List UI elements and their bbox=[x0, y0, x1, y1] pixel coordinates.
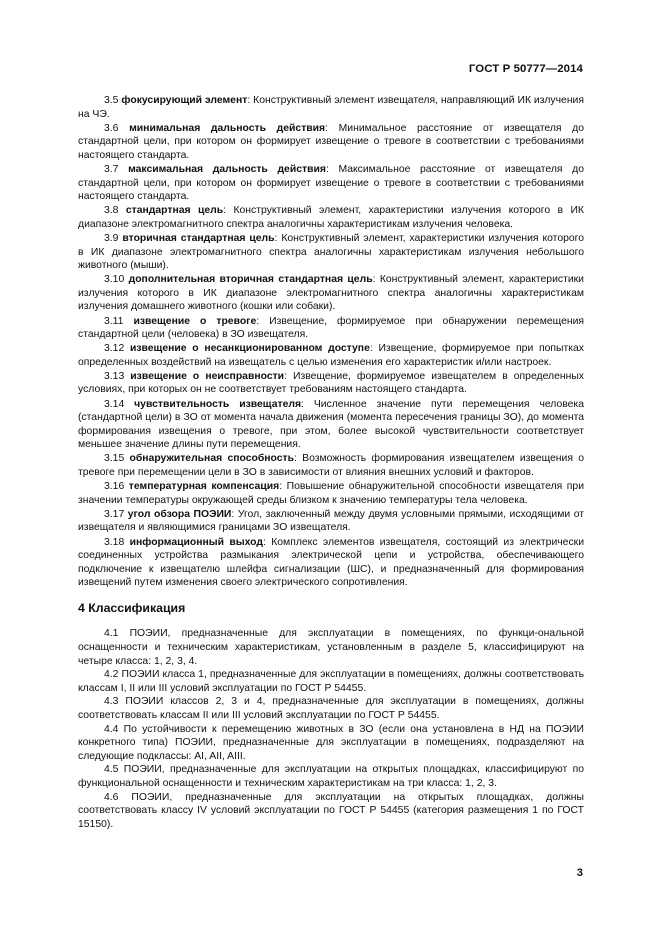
classification-clause: 4.1 ПОЭИИ, предназначенные для эксплуатации в помещениях, по функци-ональной оснащенности и техническим характеристикам, установленным в разделе 5, классифицируют на четыре класса: 1, 2, 3, 4. bbox=[78, 628, 584, 667]
term-definition: 3.13 извещение о неисправности: Извещение, формируемое извещателем в определенных условиях, при которых он не соответствует требованиям настоящего стандарта. bbox=[78, 370, 584, 396]
term-name: извещение о тревоге bbox=[133, 315, 257, 327]
term-text: Численное значение пути перемещения человека (стандартной цели) в ЗО от момента начала движения (момента пересечения границы ЗО), до момента формирования извещения о тревоге, при этом, более высокой чувствительности соответствует меньшее значение длины пути перемещения. bbox=[78, 398, 584, 451]
term-definition: 3.10 дополнительная вторичная стандартная цель: Конструктивный элемент, характеристики излучения которого в ИК диапазоне электромагнитного спектра аналогичны характеристикам излучения домашнего животного (кошки или собаки). bbox=[78, 274, 584, 313]
term-name: стандартная цель bbox=[125, 205, 224, 217]
term-text: Комплекс элементов извещателя, состоящий из электрически соединенных устройства размыкания электрической цепи и устройства, обеспечивающего подключение к извещателю шлейфа сигнализации (ШС), и предназначенный для формирования извещений путем изменения своего электрического сопротивления. bbox=[78, 536, 584, 589]
term-definition: 3.6 минимальная дальность действия: Минимальное расстояние от извещателя до стандартной цели, при котором он формирует извещение о тревоге в соответствии с требованиями настоящего стандарта. bbox=[78, 122, 584, 161]
term-name: извещение о несанкционированном доступе bbox=[129, 343, 370, 355]
term-number: 3.18 bbox=[104, 536, 125, 548]
term-definition: 3.9 вторичная стандартная цель: Конструктивный элемент, характеристики излучения которого в ИК диапазоне электромагнитного спектра аналогичны характеристикам излучения небольшого животного (мыши). bbox=[78, 232, 584, 272]
term-definition: 3.18 информационный выход: Комплекс элементов извещателя, состоящий из электрически соединенных устройства размыкания электрической цепи и устройства, обеспечивающего подключение к извещателю шлейфа сигнализации (ШС), и предназначенный для формирования извещений путем изменения своего электрического сопротивления. bbox=[78, 536, 584, 589]
term-number: 3.14 bbox=[104, 398, 125, 410]
term-number: 3.8 bbox=[104, 205, 119, 217]
term-definition: 3.12 извещение о несанкционированном доступе: Извещение, формируемое при попытках определенных воздействий на извещатель с целью изменения его характеристик и/или настроек. bbox=[78, 343, 584, 368]
term-text: Минимальное расстояние от извещателя до стандартной цели, при котором он формирует извещение о тревоге в соответствии с требованиями настоящего стандарта. bbox=[78, 122, 584, 161]
term-number: 3.5 bbox=[104, 95, 119, 106]
classification-clause: 4.2 ПОЭИИ класса 1, предназначенные для эксплуатации в помещениях, должны соответствовать классам I, II или III условий эксплуатации по ГОСТ Р 54455. bbox=[78, 669, 584, 694]
term-text: Повышение обнаружительной способности извещателя при значении температуры окружающей среды близком к значению температуры тела человека. bbox=[78, 481, 584, 506]
terms-list bbox=[78, 94, 584, 590]
term-text: Конструктивный элемент извещателя, направляющий ИК излучения на ЧЭ. bbox=[78, 95, 584, 120]
term-text: Максимальное расстояние от извещателя до стандартной цели, при котором он формирует извещение о тревоге в соответствии с требованиями настоящего стандарта. bbox=[78, 163, 584, 203]
term-number: 3.12 bbox=[104, 343, 125, 355]
term-number: 3.10 bbox=[104, 274, 125, 286]
term-name: максимальная дальность действия bbox=[128, 163, 326, 175]
term-number: 3.15 bbox=[104, 453, 125, 465]
term-definition: 3.14 чувствительность извещателя: Численное значение пути перемещения человека (стандартной цели) в ЗО от момента начала движения (момента пересечения границы ЗО), до момента формирования извещения о тревоге, при этом, более высокой чувствительности соответствует меньшее значение длины пути перемещения. bbox=[78, 398, 584, 451]
term-definition: 3.17 угол обзора ПОЭИИ: Угол, заключенный между двумя условными прямыми, исходящими от извещателя и являющимися границами ЗО извещателя. bbox=[78, 508, 584, 534]
term-number: 3.16 bbox=[104, 481, 125, 493]
term-text: Извещение, формируемое при обнаружении перемещения стандартной цели (человека) в ЗО извещателя. bbox=[78, 315, 585, 341]
term-text: Извещение, формируемое при попытках определенных воздействий на извещатель с целью изменения его характеристик и/или настроек. bbox=[78, 343, 584, 368]
document-header: ГОСТ Р 50777—2014 bbox=[468, 63, 583, 75]
classification-clause: 4.6 ПОЭИИ, предназначенные для эксплуатации на открытых площадках, должны соответствовать классу IV условий эксплуатации по ГОСТ Р 54455 (категория размещения 1 по ГОСТ 15150). bbox=[78, 791, 584, 830]
classification-clause: 4.5 ПОЭИИ, предназначенные для эксплуатации на открытых площадках, классифицируют по функциональной оснащенности и техническим характеристикам на три класса: 1, 2, 3. bbox=[78, 764, 584, 789]
term-name: дополнительная вторичная стандартная цель bbox=[128, 274, 373, 286]
term-number: 3.13 bbox=[104, 370, 125, 382]
term-number: 3.11 bbox=[104, 315, 124, 327]
term-definition: 3.5 фокусирующий элемент: Конструктивный элемент извещателя, направляющий ИК излучения на ЧЭ. bbox=[78, 95, 584, 120]
term-definition: 3.7 максимальная дальность действия: Максимальное расстояние от извещателя до стандартной цели, при котором он формирует извещение о тревоге в соответствии с требованиями настоящего стандарта. bbox=[78, 163, 584, 203]
term-name: вторичная стандартная цель bbox=[122, 232, 275, 244]
term-name: информационный выход bbox=[129, 536, 263, 548]
term-definition: 3.15 обнаружительная способность: Возможность формирования извещателем извещения о тревоге при перемещении цели в ЗО в зависимости от влияния внешних условий и факторов. bbox=[78, 453, 585, 479]
term-definition: 3.11 извещение о тревоге: Извещение, формируемое при обнаружении перемещения стандартной цели (человека) в ЗО извещателя. bbox=[78, 315, 585, 341]
term-name: минимальная дальность действия bbox=[129, 122, 326, 134]
term-text: Возможность формирования извещателем извещения о тревоге при перемещении цели в ЗО в зависимости от влияния внешних условий и факторов. bbox=[78, 453, 585, 479]
term-text: Конструктивный элемент, характеристики излучения которого в ИК диапазоне электромагнитного спектра аналогичны характеристикам излучения небольшого животного (мыши). bbox=[78, 232, 584, 272]
classification-clause: 4.3 ПОЭИИ классов 2, 3 и 4, предназначенные для эксплуатации в помещениях, должны соответствовать классам II или III условий эксплуатации по ГОСТ Р 54455. bbox=[78, 696, 584, 722]
term-name: температурная компенсация bbox=[128, 481, 280, 493]
term-text: Угол, заключенный между двумя условными прямыми, исходящими от извещателя и являющимися границами ЗО извещателя. bbox=[78, 508, 584, 534]
term-text: Конструктивный элемент, характеристики излучения которого в ИК диапазоне электромагнитного спектра аналогичны характеристикам излучения человека. bbox=[78, 205, 584, 230]
term-number: 3.6 bbox=[104, 122, 119, 134]
document-body bbox=[78, 94, 584, 831]
page-number: 3 bbox=[576, 867, 583, 879]
term-definition: 3.8 стандартная цель: Конструктивный элемент, характеристики излучения которого в ИК диапазоне электромагнитного спектра аналогичны характеристикам излучения человека. bbox=[78, 205, 584, 230]
term-number: 3.9 bbox=[104, 232, 119, 244]
clauses-list bbox=[78, 627, 584, 831]
term-definition: 3.16 температурная компенсация: Повышение обнаружительной способности извещателя при значении температуры окружающей среды близком к значению температуры тела человека. bbox=[78, 481, 584, 506]
section-title: 4 Классификация bbox=[78, 600, 186, 615]
term-text: Конструктивный элемент, характеристики излучения которого в ИК диапазоне электромагнитного спектра аналогичны характеристикам излучения домашнего животного (кошки или собаки). bbox=[78, 274, 584, 313]
classification-clause: 4.4 По устойчивости к перемещению животных в ЗО (если она установлена в НД на ПОЭИИ конкретного типа) ПОЭИИ, предназначенные для эксплуатации в помещениях, подразделяют на следующие подклассы: AI, AII, AIII. bbox=[78, 723, 584, 762]
term-name: чувствительность извещателя bbox=[134, 398, 302, 410]
term-number: 3.7 bbox=[104, 163, 119, 175]
term-name: обнаружительная способность bbox=[129, 453, 294, 465]
term-text: Извещение, формируемое извещателем в определенных условиях, при которых он не соответствует требованиям настоящего стандарта. bbox=[78, 370, 584, 396]
term-number: 3.17 bbox=[104, 508, 125, 520]
term-name: угол обзора ПОЭИИ bbox=[127, 508, 232, 520]
term-name: извещение о неисправности bbox=[130, 370, 285, 382]
term-name: фокусирующий элемент bbox=[121, 95, 248, 106]
